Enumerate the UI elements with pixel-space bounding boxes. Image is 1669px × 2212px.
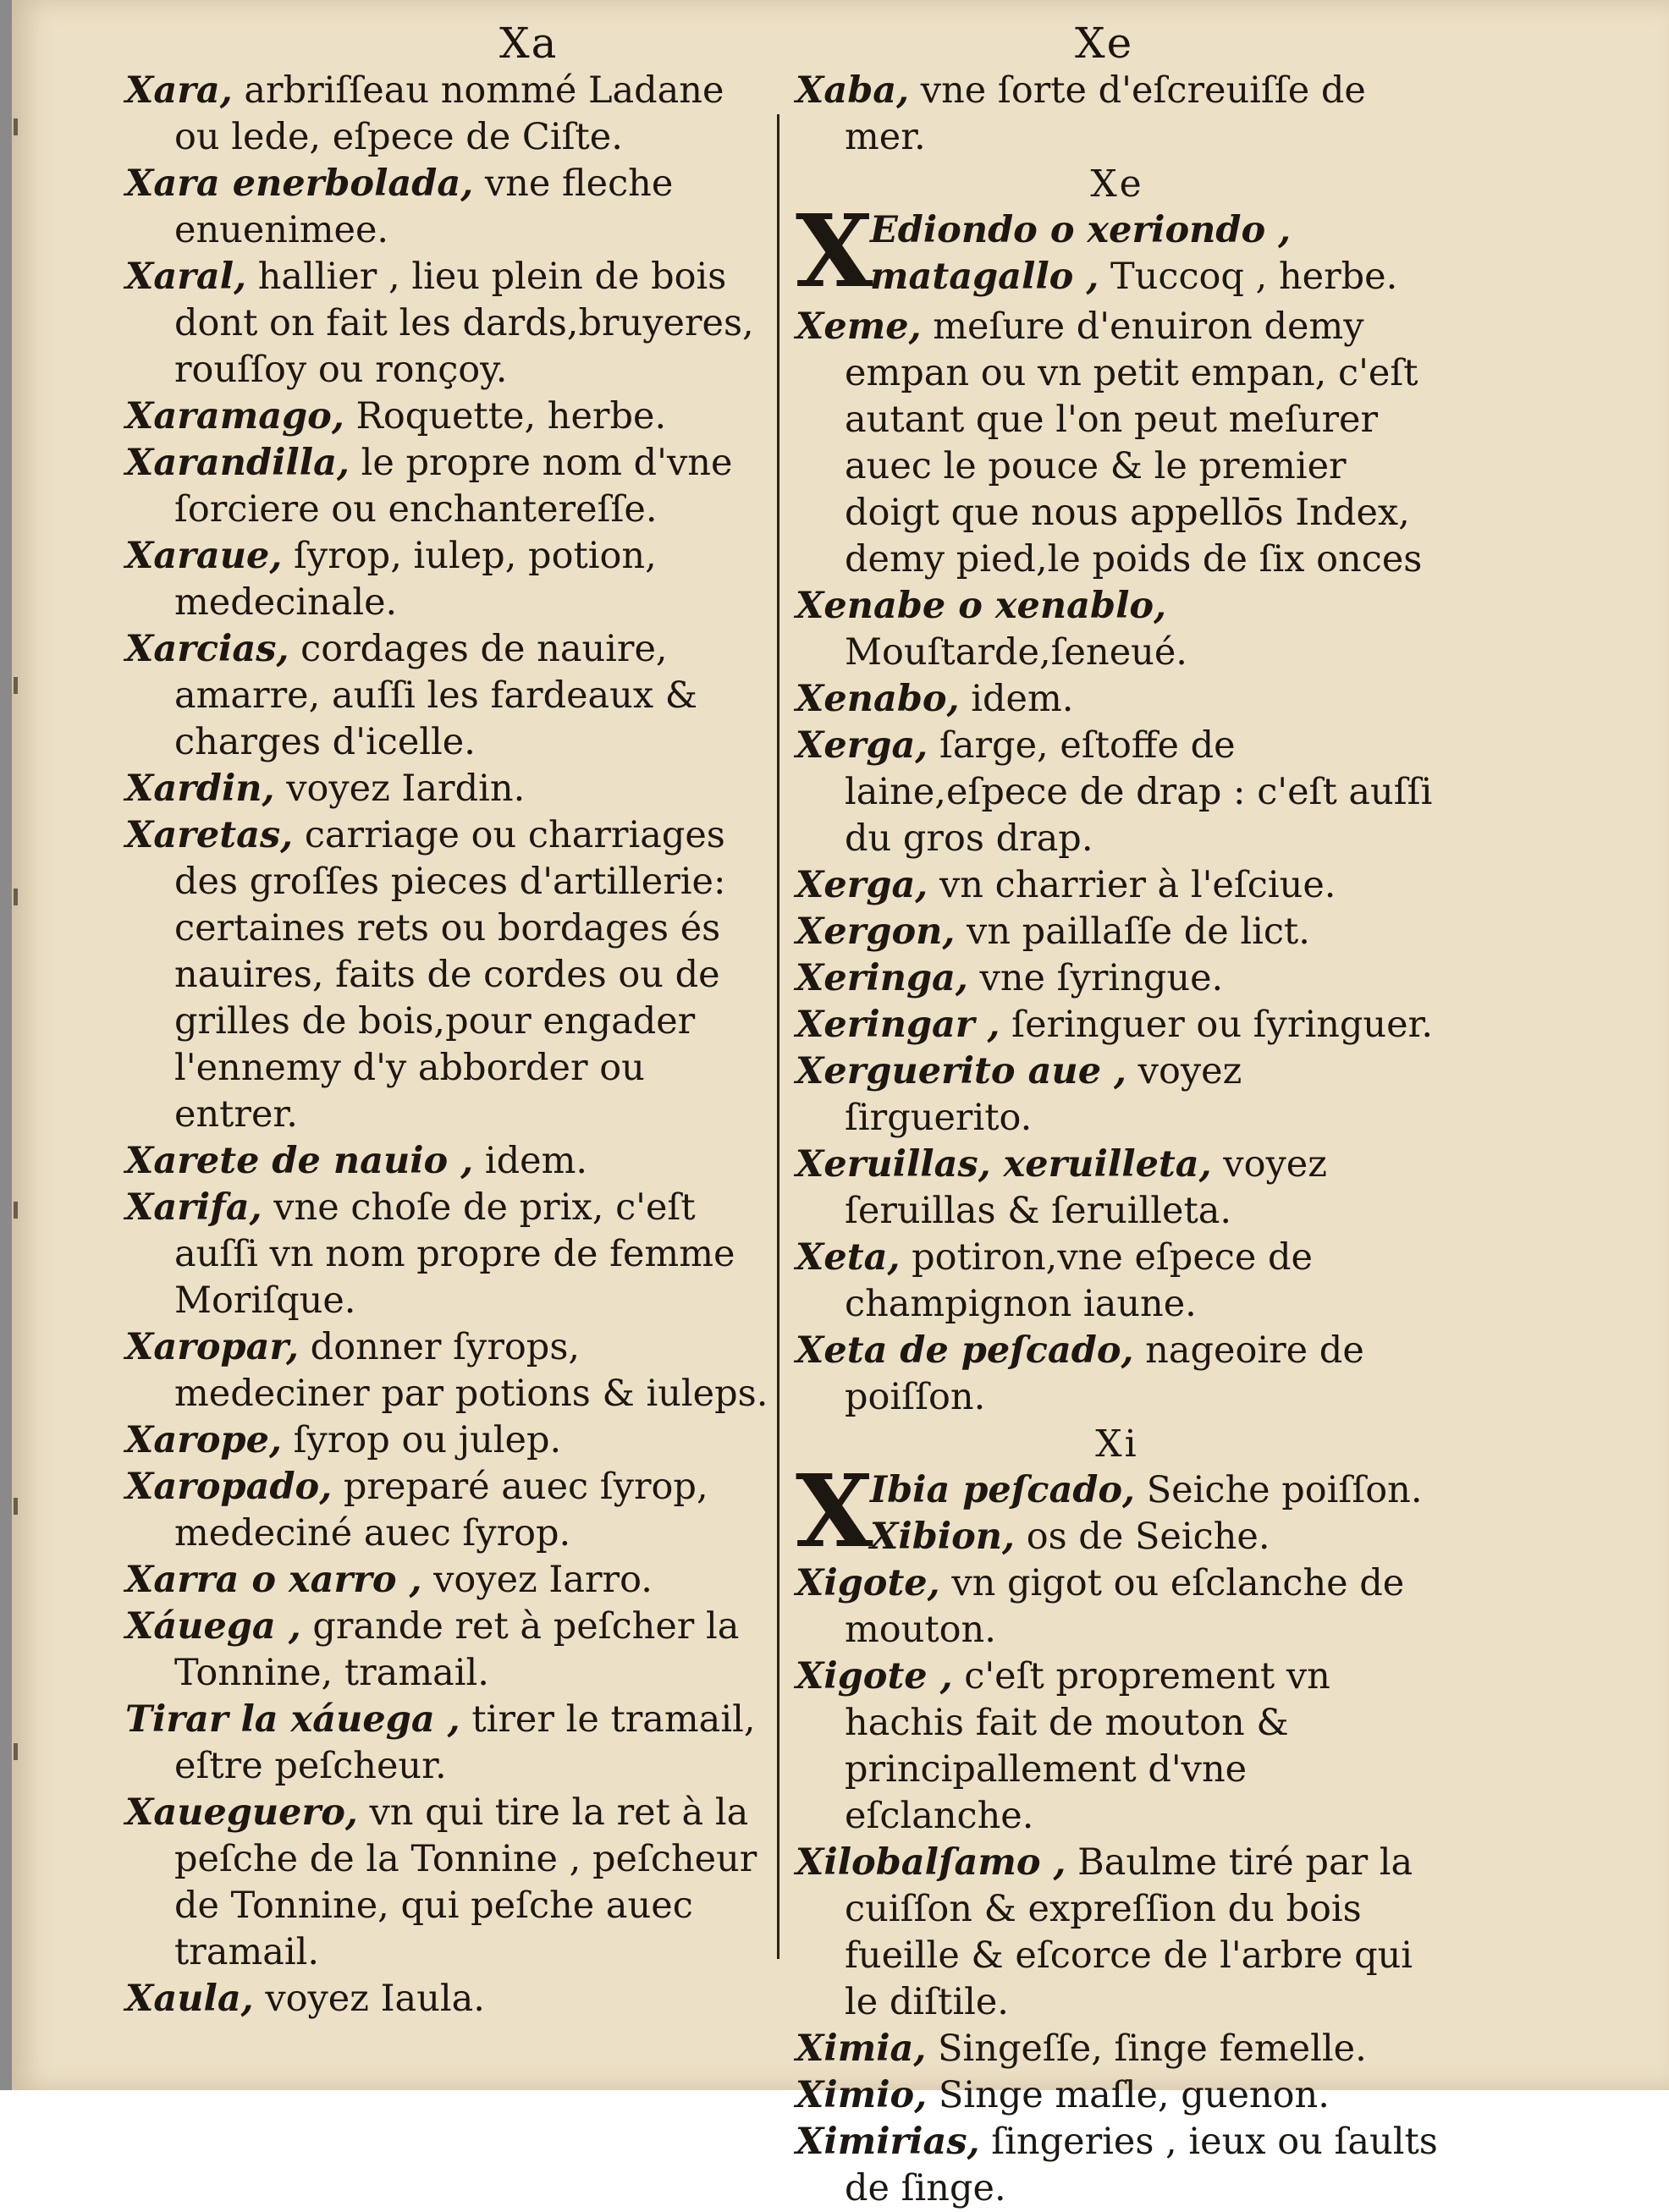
dictionary-entry bbox=[796, 2026, 1439, 2072]
entry-definition: voyez ſeruillas & ſeruilleta. bbox=[845, 1143, 1327, 1232]
dictionary-entry bbox=[796, 676, 1439, 723]
entry-headword: Xaueguero, bbox=[125, 1791, 358, 1834]
xi-initial-entry bbox=[796, 1452, 1439, 1570]
entry-headword: Xaba, bbox=[796, 69, 910, 112]
entry-headword: Xarra o xarro , bbox=[125, 1559, 422, 1601]
entry-definition: arbriſſeau nommé Ladane ou lede, eſpece de Ciſte. bbox=[174, 69, 724, 158]
dictionary-entry bbox=[796, 723, 1439, 862]
entry-headword: Xeruillas, xeruilleta, bbox=[796, 1143, 1212, 1186]
entry-headword: Xarcias, bbox=[125, 628, 289, 670]
entry-headword: Xerga, bbox=[796, 724, 928, 767]
dictionary-entry bbox=[125, 1557, 768, 1604]
binding-gutter bbox=[0, 0, 12, 2090]
entry-definition: carriage ou charriages des groſſes pieces d'artillerie: certaines rets ou bordages és nauires, faits de cordes ou de grilles de bois,pour engader l'ennemy d'y abborder ou entrer. bbox=[174, 814, 726, 1136]
dictionary-entry bbox=[125, 254, 768, 393]
entry-headword: Xarandilla, bbox=[125, 442, 350, 484]
entry-headword: Xarifa, bbox=[125, 1186, 262, 1229]
dictionary-entry bbox=[125, 1417, 768, 1464]
dictionary-entry bbox=[796, 2072, 1439, 2119]
dictionary-entry bbox=[796, 68, 1439, 161]
entry-definition: Singeſſe, ſinge femelle. bbox=[938, 2028, 1367, 2070]
left-column bbox=[125, 68, 768, 2022]
entry-headword: Xeta de peſcado, bbox=[796, 1329, 1134, 1372]
entry-headword: Xara enerbolada, bbox=[125, 162, 474, 205]
dictionary-entry bbox=[796, 1560, 1439, 1653]
entry-definition: meſure d'enuiron demy empan ou vn petit empan, c'eſt autant que l'on peut meſurer auec le pouce & le premier doigt que nous appellōs Index, demy pied,le poids de ſix onces bbox=[845, 305, 1423, 581]
entry-definition: voyez Iarro. bbox=[433, 1559, 653, 1601]
margin-mark bbox=[14, 118, 18, 135]
dictionary-entry bbox=[796, 1048, 1439, 1142]
entry-definition: vne fleche enuenimee. bbox=[174, 162, 674, 251]
entry-definition: ſeringuer ou ſyringuer. bbox=[1011, 1004, 1434, 1046]
dictionary-entry bbox=[796, 1653, 1439, 1840]
xe-initial-entry bbox=[796, 192, 1439, 310]
entry-definition: Baulme tiré par la cuiſſon & expreſſion du bois fueille & eſcorce de l'arbre qui le diſtile. bbox=[845, 1841, 1413, 2023]
entry-definition: ſarge, eſtoffe de laine,eſpece de drap : c'eſt auſſi du gros drap. bbox=[845, 724, 1433, 860]
entry-headword: Xaral, bbox=[125, 256, 247, 298]
entry-headword: Xaropar, bbox=[125, 1326, 299, 1368]
entry-headword: Xigote, bbox=[796, 1562, 940, 1604]
drop-cap-xe: X bbox=[796, 192, 873, 310]
dictionary-entry bbox=[125, 440, 768, 533]
entry-headword: Tirar la xáuega , bbox=[125, 1698, 460, 1741]
entry-headword: Xenabe o xenablo, bbox=[796, 585, 1167, 627]
entry-definition: voyez ſirguerito. bbox=[845, 1050, 1242, 1139]
entry-definition: nageoire de poiſſon. bbox=[845, 1329, 1364, 1418]
entry-definition: Seiche poiſſon. bbox=[1146, 1469, 1423, 1511]
entry-headword: Xeringar , bbox=[796, 1004, 1000, 1046]
entry-headword: Xara, bbox=[125, 69, 233, 112]
dictionary-entry bbox=[125, 812, 768, 1138]
dictionary-entry bbox=[125, 1697, 768, 1790]
entry-definition: Mouſtarde,ſeneué. bbox=[845, 631, 1187, 674]
dictionary-entry bbox=[125, 1976, 768, 2022]
entry-definition: tirer le tramail, eſtre peſcheur. bbox=[174, 1698, 756, 1787]
entry-headword: Xigote , bbox=[796, 1655, 953, 1698]
entry-definition: cordages de nauire, amarre, auſſi les fardeaux & charges d'icelle. bbox=[174, 628, 698, 763]
entry-definition: hallier , lieu plein de bois dont on fait les dards,bruyeres, rouſſoy ou ronçoy. bbox=[174, 256, 754, 391]
drop-cap-xi: X bbox=[796, 1452, 873, 1570]
entry-headword: Xeta, bbox=[796, 1236, 901, 1279]
entry-headword: Xibion, bbox=[870, 1516, 1016, 1558]
entry-definition: vne ſorte d'eſcreuiſſe de mer. bbox=[845, 69, 1366, 158]
margin-mark bbox=[14, 889, 18, 905]
entry-definition: idem. bbox=[484, 1140, 588, 1182]
running-header-left: Xa bbox=[499, 19, 559, 68]
entry-definition: ſingeries , ieux ou ſaults de ſinge. bbox=[845, 2121, 1438, 2209]
entry-headword: Xaretas, bbox=[125, 814, 294, 856]
entry-definition: c'eſt proprement vn hachis fait de mouton & principallement d'vne eſclanche. bbox=[845, 1655, 1330, 1837]
section-heading-xe: Xe bbox=[1090, 162, 1144, 206]
entry-headword: Xaraue, bbox=[125, 535, 283, 577]
entry-definition: le propre nom d'vne ſorciere ou enchantereſſe. bbox=[174, 442, 733, 531]
entry-definition: ſyrop, iulep, potion, medecinale. bbox=[174, 535, 657, 624]
entry-definition: Singe maſle, guenon. bbox=[938, 2074, 1330, 2116]
dictionary-entry bbox=[125, 533, 768, 626]
margin-mark bbox=[14, 1743, 18, 1760]
margin-mark bbox=[14, 1202, 18, 1219]
dictionary-entry bbox=[796, 1235, 1439, 1328]
entry-definition: vne choſe de prix, c'eſt auſſi vn nom propre de femme Moriſque. bbox=[174, 1186, 735, 1322]
dictionary-entry bbox=[125, 161, 768, 254]
entry-definition: vn qui tire la ret à la peſche de la Tonnine , peſcheur de Tonnine, qui peſche auec tramail. bbox=[174, 1791, 757, 1973]
dictionary-entry bbox=[125, 1790, 768, 1976]
margin-mark bbox=[14, 677, 18, 694]
entry-headword: Ximia, bbox=[796, 2028, 927, 2070]
entry-headword: Xáuega , bbox=[125, 1605, 301, 1648]
entry-headword: Xergon, bbox=[796, 911, 956, 953]
entry-definition: voyez Iardin. bbox=[286, 768, 526, 810]
entry-headword: Ediondo o xeriondo , matagallo , bbox=[870, 209, 1292, 298]
column-divider bbox=[777, 114, 779, 1959]
entry-headword: Xenabo, bbox=[796, 678, 960, 720]
section-heading-xi: Xi bbox=[1095, 1422, 1139, 1466]
entry-definition: os de Seiche. bbox=[1026, 1516, 1270, 1558]
entry-headword: Xaropado, bbox=[125, 1466, 333, 1508]
entry-definition: ſyrop ou julep. bbox=[293, 1419, 562, 1461]
entry-headword: Ibia peſcado, bbox=[870, 1469, 1136, 1511]
dictionary-entry bbox=[796, 304, 1439, 583]
entry-definition: donner ſyrops, medeciner par potions & iuleps. bbox=[174, 1326, 768, 1415]
dictionary-entry bbox=[796, 1002, 1439, 1048]
entry-headword: Xaula, bbox=[125, 1978, 254, 2020]
entry-headword: Ximio, bbox=[796, 2074, 928, 2116]
dictionary-entry bbox=[125, 766, 768, 812]
entry-definition: Tuccoq , herbe. bbox=[1110, 256, 1398, 298]
running-header-right: Xe bbox=[1075, 19, 1134, 68]
entry-definition: vn paillaſſe de lict. bbox=[967, 911, 1310, 953]
entry-headword: Xerguerito aue , bbox=[796, 1050, 1126, 1092]
entry-definition: idem. bbox=[971, 678, 1074, 720]
entry-headword: Xerga, bbox=[796, 864, 928, 906]
entry-headword: Xarete de nauio , bbox=[125, 1140, 474, 1182]
dictionary-entry bbox=[796, 909, 1439, 955]
entry-headword: Xilobalſamo , bbox=[796, 1841, 1066, 1884]
entry-definition: vn gigot ou eſclanche de mouton. bbox=[845, 1562, 1405, 1651]
dictionary-entry bbox=[125, 393, 768, 440]
dictionary-entry bbox=[125, 1138, 768, 1185]
entry-definition: preparé auec ſyrop, medeciné auec ſyrop. bbox=[174, 1466, 708, 1554]
dictionary-entry bbox=[796, 2119, 1439, 2212]
dictionary-entry bbox=[125, 1185, 768, 1324]
entry-definition: vne ſyringue. bbox=[979, 957, 1224, 999]
entry-definition: Roquette, herbe. bbox=[355, 395, 667, 437]
entry-definition: potiron,vne eſpece de champignon iaune. bbox=[845, 1236, 1313, 1325]
entry-headword: Xardin, bbox=[125, 768, 275, 810]
entry-headword: Xeme, bbox=[796, 305, 922, 348]
dictionary-entry bbox=[796, 1328, 1439, 1421]
right-column bbox=[796, 68, 1439, 2212]
entry-headword: Xaramago, bbox=[125, 395, 344, 437]
dictionary-entry bbox=[796, 862, 1439, 909]
dictionary-entry bbox=[796, 1142, 1439, 1235]
dictionary-entry bbox=[125, 1604, 768, 1697]
dictionary-entry bbox=[125, 1324, 768, 1417]
dictionary-entry bbox=[125, 68, 768, 161]
entry-definition: grande ret à peſcher la Tonnine, tramail. bbox=[174, 1605, 740, 1694]
margin-mark bbox=[14, 1498, 18, 1515]
entry-headword: Ximirias, bbox=[796, 2121, 980, 2163]
entry-definition: vn charrier à l'eſciue. bbox=[939, 864, 1336, 906]
dictionary-entry bbox=[796, 955, 1439, 1002]
dictionary-entry bbox=[796, 1840, 1439, 2026]
dictionary-entry bbox=[125, 1464, 768, 1557]
dictionary-entry bbox=[796, 583, 1439, 676]
entry-headword: Xeringa, bbox=[796, 957, 968, 999]
dictionary-entry bbox=[125, 626, 768, 766]
entry-headword: Xarope, bbox=[125, 1419, 282, 1461]
entry-definition: voyez Iaula. bbox=[265, 1978, 485, 2020]
